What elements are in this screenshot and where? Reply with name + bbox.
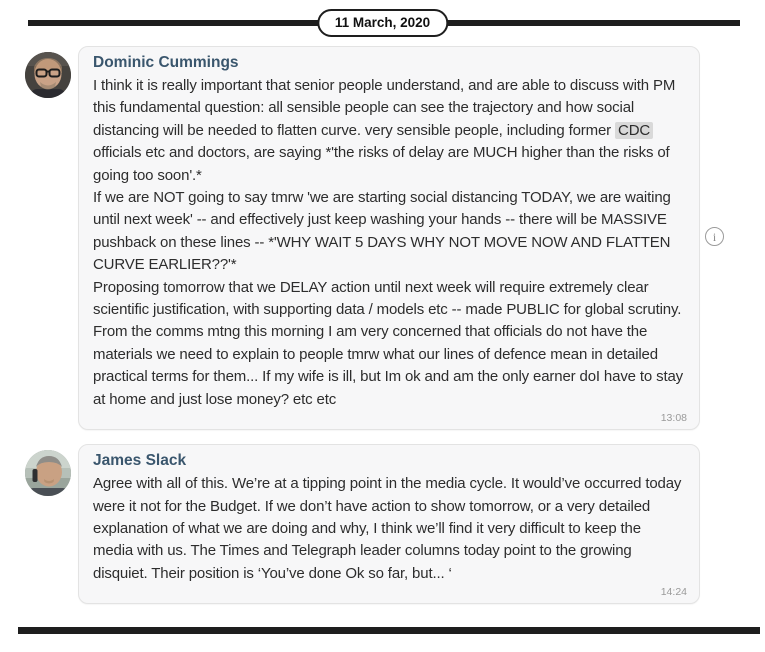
info-icon-glyph: i — [712, 229, 717, 244]
message-row-james-slack — [25, 444, 765, 604]
message-row-dominic-cummings — [25, 46, 765, 430]
message-text-segment: officials etc and doctors, are saying *'the risks of delay are MUCH higher than the risks of going too soon'.* — [93, 144, 670, 184]
avatar-james-slack — [25, 450, 71, 496]
message-text — [93, 75, 685, 187]
message-body — [93, 473, 685, 585]
message-bubble — [78, 46, 700, 430]
timestamp: 13:08 — [660, 412, 687, 425]
avatar-dominic-cummings — [25, 52, 71, 98]
info-icon[interactable] — [705, 227, 724, 246]
bottom-divider-line — [18, 627, 760, 634]
timestamp: 14:24 — [660, 586, 687, 599]
message-text: Proposing tomorrow that we DELAY action until next week will require extremely clear scientific justification, with supporting data / models etc -- made PUBLIC for global scrutiny. — [93, 278, 682, 319]
avatar-image — [25, 450, 71, 496]
date-header — [0, 0, 765, 46]
sender-name: Dominic Cummings — [93, 54, 239, 71]
highlighted-term: CDC — [615, 122, 653, 139]
date-pill: 11 March, 2020 — [317, 9, 448, 37]
message-body — [93, 75, 685, 411]
message-text-segment: I think it is really important that senior people understand, and are able to discuss with PM this fundamental question: all sensible people can see the trajectory and how social distancing will be needed to flatten curve. very sensible people, including former — [93, 77, 676, 139]
avatar-image — [25, 52, 71, 98]
message-text: If we are NOT going to say tmrw 'we are starting social distancing TODAY, we are waiting until next week' -- and effectively just keep washing your hands -- there will be MASSIVE pushback on these lines -- *'WHY WAIT 5 DAYS WHY NOT MOVE NOW AND FLATTEN CURVE EARLIER??'* — [93, 189, 671, 274]
message-bubble — [78, 444, 700, 604]
message-text: Agree with all of this. We’re at a tipping point in the media cycle. It would’ve occurred today were it not for the Budget. If we don’t have action to show tomorrow, or a very detailed explanation of what we are doing and why, I think we’ll find it very difficult to keep the media with us. The Times and Telegraph leader columns today point to the growing disquiet. Their position is ‘You’ve done Ok so far, but... ‘ — [93, 475, 682, 582]
message-text: From the comms mtng this morning I am very concerned that officials do not have the materials we need to explain to people tmrw what our lines of defence mean in detailed practical terms for them... If my wife is ill, but Im ok and am the only earner doI have to stay at home and just lose money? etc etc — [93, 323, 684, 408]
sender-name: James Slack — [93, 452, 187, 470]
